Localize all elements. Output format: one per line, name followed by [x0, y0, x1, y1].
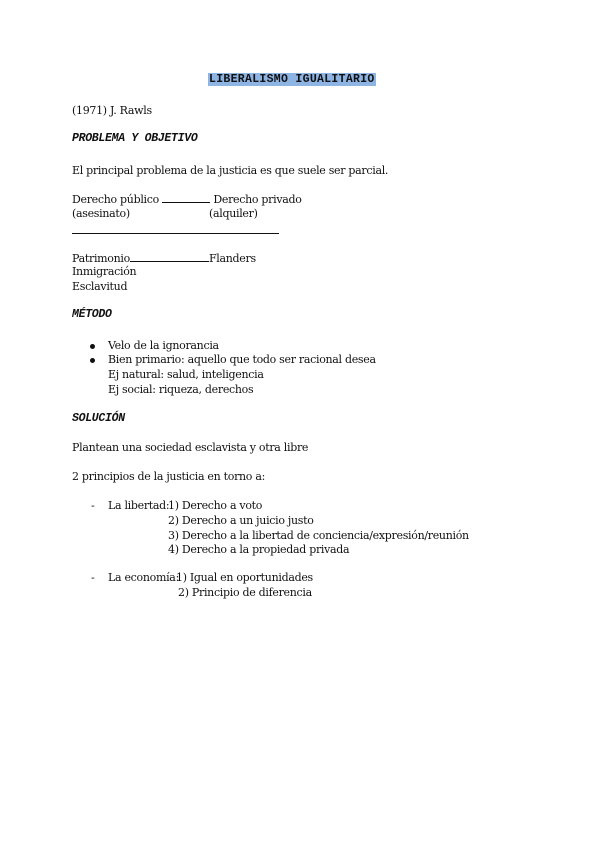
- metodo-item: Velo de la ignorancia: [108, 339, 219, 352]
- libertad-label: La libertad:: [108, 499, 170, 512]
- inmigracion: Inmigración: [72, 265, 137, 278]
- patrimonio-line: [72, 251, 256, 266]
- asesinato: (asesinato): [72, 207, 130, 220]
- solucion-p1: Plantean una sociedad esclavista y otra libre: [72, 441, 309, 454]
- alquiler: (alquiler): [209, 207, 258, 220]
- libertad-item: 1) Derecho a voto: [168, 499, 263, 512]
- document-title: [208, 73, 376, 87]
- derecho-publico: Derecho público: [72, 193, 159, 206]
- underline-blank: [130, 251, 209, 262]
- bullet-icon: [90, 344, 95, 349]
- underline-blank: [162, 192, 210, 203]
- dash-marker: -: [91, 499, 95, 512]
- libertad-item: 3) Derecho a la libertad de conciencia/expresión/reunión: [168, 529, 469, 542]
- author-line: (1971) J. Rawls: [72, 104, 152, 117]
- heading-problema: PROBLEMA Y OBJETIVO: [72, 132, 198, 145]
- divider-line: [72, 233, 279, 234]
- patrimonio: Patrimonio: [72, 252, 130, 265]
- libertad-item: 2) Derecho a un juicio justo: [168, 514, 314, 527]
- heading-metodo: MÉTODO: [72, 308, 112, 321]
- economia-label: La economía:: [108, 571, 179, 584]
- problema-intro: El principal problema de la justicia es que suele ser parcial.: [72, 164, 389, 177]
- metodo-sub: Ej social: riqueza, derechos: [108, 383, 254, 396]
- solucion-p2: 2 principios de la justicia en torno a:: [72, 470, 265, 483]
- libertad-item: 4) Derecho a la propiedad privada: [168, 543, 350, 556]
- flanders: Flanders: [208, 252, 256, 265]
- bullet-icon: [90, 358, 95, 363]
- metodo-sub: Ej natural: salud, inteligencia: [108, 368, 264, 381]
- metodo-item: Bien primario: aquello que todo ser racional desea: [108, 353, 376, 366]
- economia-item: 1) Igual en oportunidades: [176, 571, 313, 584]
- derecho-privado: Derecho privado: [213, 193, 302, 206]
- dash-marker: -: [91, 571, 95, 584]
- economia-item: 2) Principio de diferencia: [178, 586, 312, 599]
- title-highlight: LIBERALISMO IGUALITARIO: [209, 73, 375, 86]
- heading-solucion: SOLUCIÓN: [72, 412, 125, 425]
- esclavitud: Esclavitud: [72, 280, 128, 293]
- derecho-publico-line: [72, 192, 302, 207]
